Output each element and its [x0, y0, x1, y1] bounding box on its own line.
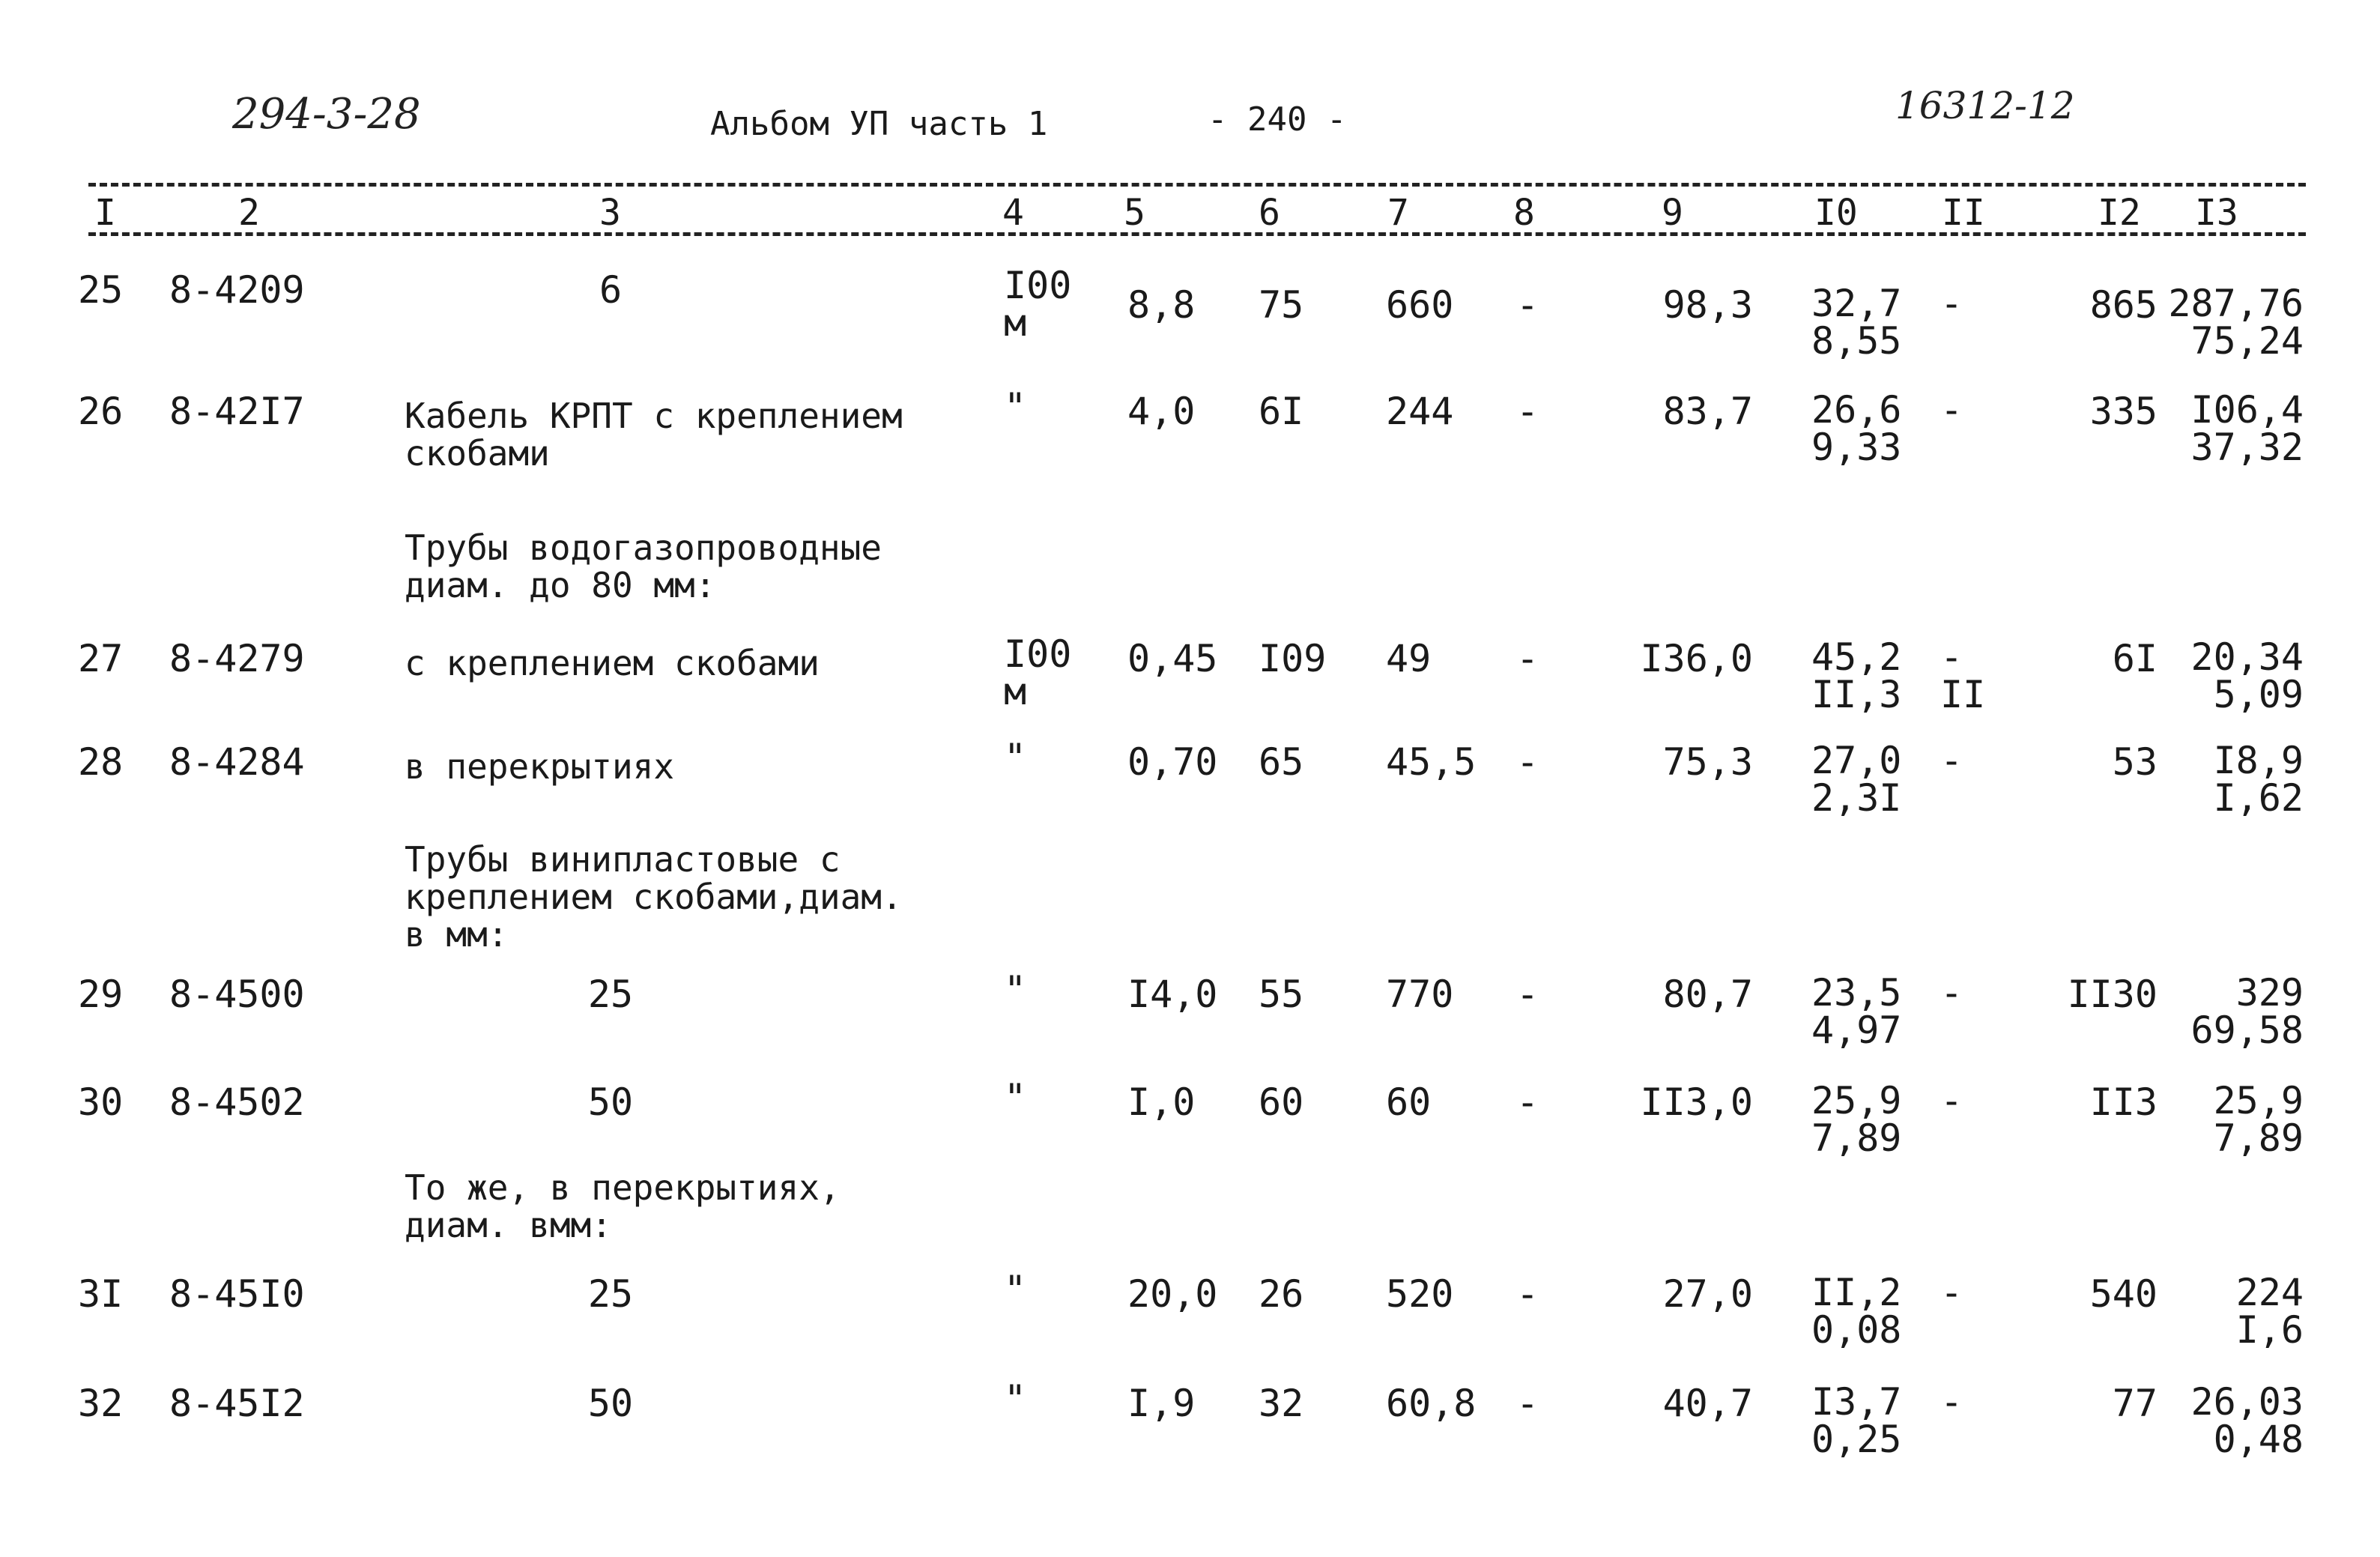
rate-code: 8-45I0 — [169, 1272, 305, 1316]
row-number: 25 — [78, 268, 124, 312]
group-heading: Трубы водогазопроводные диам. до 80 мм: — [405, 527, 882, 605]
column-8-value: - — [1516, 283, 1539, 327]
unit-price: 32 — [1259, 1382, 1304, 1425]
unit-price: 75 — [1259, 283, 1304, 327]
row-number: 3I — [78, 1272, 124, 1316]
pipe-diameter: 25 — [587, 973, 634, 1016]
column-number-2: 2 — [238, 192, 260, 234]
column-number-12: I2 — [2098, 192, 2141, 234]
pipe-diameter: 6 — [599, 268, 623, 312]
column-10-value: 26,6 9,33 — [1811, 388, 1902, 469]
total-cost: 770 — [1386, 973, 1454, 1016]
column-12-value: 6I — [2112, 637, 2158, 680]
group-heading: Трубы винипластовые с креплением скобами,диам. в мм: — [405, 839, 903, 955]
row-number: 30 — [78, 1080, 124, 1124]
column-11-value: - — [1940, 1271, 1963, 1314]
column-number-1: I — [94, 192, 116, 234]
column-13-value: 224 I,6 — [2235, 1271, 2304, 1352]
column-10-value: 45,2 II,3 — [1811, 635, 1902, 716]
work-description: с креплением скобами — [405, 643, 820, 683]
column-number-5: 5 — [1124, 192, 1145, 234]
column-12-value: 540 — [2089, 1272, 2158, 1316]
pipe-diameter: 50 — [587, 1382, 634, 1425]
group-heading: То же, в перекрытиях, диам. вмм: — [405, 1167, 841, 1245]
column-9-value: 83,7 — [1662, 390, 1753, 433]
pipe-diameter: 25 — [587, 1272, 634, 1316]
unit-of-measure: " — [1004, 385, 1027, 429]
total-cost: 660 — [1386, 283, 1454, 327]
rate-code: 8-4209 — [169, 268, 305, 312]
column-10-value: II,2 0,08 — [1811, 1271, 1902, 1352]
column-8-value: - — [1516, 637, 1539, 680]
column-number-10: I0 — [1814, 192, 1858, 234]
total-cost: 60 — [1386, 1080, 1432, 1124]
column-number-7: 7 — [1387, 192, 1409, 234]
row-number: 29 — [78, 973, 124, 1016]
column-13-value: 20,34 5,09 — [2190, 635, 2304, 716]
quantity: 0,70 — [1127, 740, 1218, 784]
column-8-value: - — [1516, 1272, 1539, 1316]
unit-of-measure: " — [1004, 1076, 1027, 1119]
album-code-handwritten: 294-3-28 — [232, 90, 421, 139]
work-description: в перекрытиях — [405, 746, 675, 787]
column-9-value: 98,3 — [1662, 283, 1753, 327]
quantity: 20,0 — [1127, 1272, 1218, 1316]
unit-price: 65 — [1259, 740, 1304, 784]
column-12-value: 335 — [2089, 390, 2158, 433]
column-11-value: - II — [1940, 635, 1986, 716]
quantity: I,9 — [1127, 1382, 1196, 1425]
total-cost: 60,8 — [1386, 1382, 1477, 1425]
column-8-value: - — [1516, 390, 1539, 433]
row-number: 27 — [78, 637, 124, 680]
unit-of-measure: I00 м — [1004, 632, 1072, 713]
column-12-value: II3 — [2089, 1080, 2158, 1124]
quantity: 0,45 — [1127, 637, 1218, 680]
column-13-value: 329 69,58 — [2190, 971, 2304, 1052]
rate-code: 8-4500 — [169, 973, 305, 1016]
rate-code: 8-4279 — [169, 637, 305, 680]
column-10-value: 27,0 2,3I — [1811, 739, 1902, 820]
rate-code: 8-4284 — [169, 740, 305, 784]
unit-price: 55 — [1259, 973, 1304, 1016]
column-9-value: 80,7 — [1662, 973, 1753, 1016]
album-title: Альбом УП часть 1 — [710, 105, 1048, 143]
row-number: 28 — [78, 740, 124, 784]
column-11-value: - — [1940, 282, 1963, 325]
column-11-value: - — [1940, 1380, 1963, 1424]
column-8-value: - — [1516, 1080, 1539, 1124]
work-description: Кабель КРПТ с креплением скобами — [405, 396, 903, 474]
column-10-value: 25,9 7,89 — [1811, 1079, 1902, 1160]
unit-of-measure: " — [1004, 1268, 1027, 1311]
column-11-value: - — [1940, 1079, 1963, 1122]
column-8-value: - — [1516, 1382, 1539, 1425]
column-13-value: 26,03 0,48 — [2190, 1380, 2304, 1461]
quantity: I,0 — [1127, 1080, 1196, 1124]
page-number: - 240 - — [1208, 100, 1347, 139]
row-number: 32 — [78, 1382, 124, 1425]
unit-of-measure: I00 м — [1004, 264, 1072, 345]
column-10-value: 32,7 8,55 — [1811, 282, 1902, 363]
column-9-value: I36,0 — [1640, 637, 1753, 680]
quantity: 8,8 — [1127, 283, 1196, 327]
column-13-value: 25,9 7,89 — [2213, 1079, 2304, 1160]
column-number-4: 4 — [1002, 192, 1024, 234]
column-11-value: - — [1940, 971, 1963, 1015]
column-number-13: I3 — [2195, 192, 2238, 234]
rate-code: 8-45I2 — [169, 1382, 305, 1425]
column-9-value: 27,0 — [1662, 1272, 1753, 1316]
total-cost: 520 — [1386, 1272, 1454, 1316]
rate-code: 8-4502 — [169, 1080, 305, 1124]
unit-price: 60 — [1259, 1080, 1304, 1124]
column-8-value: - — [1516, 740, 1539, 784]
column-12-value: II30 — [2067, 973, 2158, 1016]
unit-price: I09 — [1259, 637, 1327, 680]
pipe-diameter: 50 — [587, 1080, 634, 1124]
document-number-handwritten: 16312-12 — [1895, 84, 2075, 127]
column-number-8: 8 — [1513, 192, 1535, 234]
unit-of-measure: " — [1004, 736, 1027, 779]
column-10-value: I3,7 0,25 — [1811, 1380, 1902, 1461]
column-number-9: 9 — [1662, 192, 1683, 234]
column-9-value: II3,0 — [1640, 1080, 1753, 1124]
column-9-value: 40,7 — [1662, 1382, 1753, 1425]
column-11-value: - — [1940, 739, 1963, 782]
total-cost: 49 — [1386, 637, 1432, 680]
column-number-3: 3 — [599, 192, 621, 234]
column-13-value: I06,4 37,32 — [2190, 388, 2304, 469]
row-number: 26 — [78, 390, 124, 433]
quantity: 4,0 — [1127, 390, 1196, 433]
column-8-value: - — [1516, 973, 1539, 1016]
unit-of-measure: " — [1004, 1377, 1027, 1421]
column-12-value: 865 — [2089, 283, 2158, 327]
column-9-value: 75,3 — [1662, 740, 1753, 784]
column-13-value: I8,9 I,62 — [2213, 739, 2304, 820]
quantity: I4,0 — [1127, 973, 1218, 1016]
column-11-value: - — [1940, 388, 1963, 432]
total-cost: 244 — [1386, 390, 1454, 433]
unit-of-measure: " — [1004, 968, 1027, 1012]
column-13-value: 287,76 75,24 — [2168, 282, 2304, 363]
column-12-value: 77 — [2112, 1382, 2158, 1425]
column-10-value: 23,5 4,97 — [1811, 971, 1902, 1052]
rate-code: 8-42I7 — [169, 390, 305, 433]
unit-price: 26 — [1259, 1272, 1304, 1316]
column-number-11: II — [1942, 192, 1985, 234]
total-cost: 45,5 — [1386, 740, 1477, 784]
header-top-rule — [88, 183, 2306, 187]
column-12-value: 53 — [2112, 740, 2158, 784]
column-number-6: 6 — [1259, 192, 1280, 234]
unit-price: 6I — [1259, 390, 1304, 433]
